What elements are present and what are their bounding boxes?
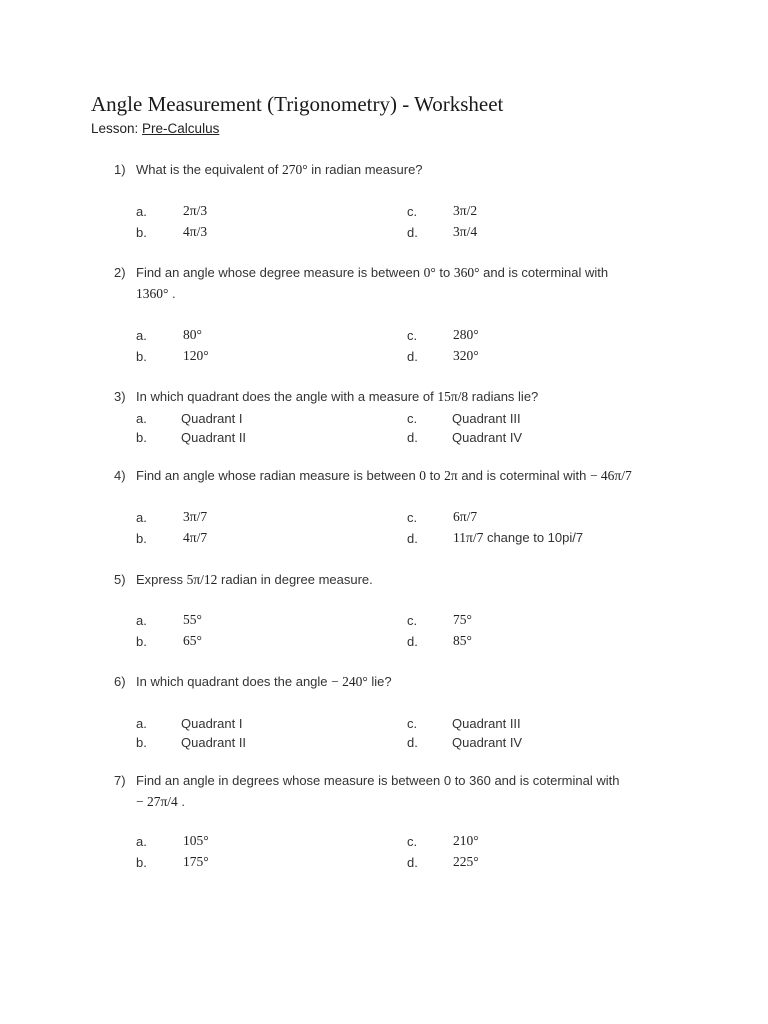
option-b-letter: b. [136, 531, 147, 546]
option-b-value: 120° [183, 348, 209, 363]
option-d-letter: d. [407, 225, 418, 240]
option-a-letter: a. [136, 328, 147, 343]
option-d-letter: d. [407, 855, 418, 870]
option-b-letter: b. [136, 225, 147, 240]
option-b-letter: b. [136, 430, 147, 445]
option-a-value: 80° [183, 327, 202, 342]
math-expression: 0° [423, 265, 436, 280]
option-d-value: 225° [453, 854, 479, 869]
option-b-value: Quadrant II [181, 430, 247, 445]
question-text-continued: − 27π/4 . [136, 794, 186, 809]
question-number: 5) [114, 572, 126, 587]
math-expression: − 27π/4 [136, 794, 178, 809]
option-d-value: Quadrant IV [452, 430, 523, 445]
option-d-letter: d. [407, 531, 418, 546]
math-expression: 270° [281, 162, 308, 177]
option-a-letter: a. [136, 510, 147, 525]
option-d-value: 3π/4 [453, 224, 478, 239]
option-a-value: 2π/3 [183, 203, 208, 218]
question-text: Express 5π/12 radian in degree measure. [136, 572, 373, 587]
option-c-letter: c. [407, 716, 418, 731]
option-a-value: Quadrant I [181, 716, 243, 731]
option-c-value: 6π/7 [453, 509, 478, 524]
question-number: 1) [114, 162, 126, 177]
option-b-value: 175° [183, 854, 209, 869]
option-d-letter: d. [407, 349, 418, 364]
worksheet-title: Angle Measurement (Trigonometry) - Worksheet [91, 92, 504, 116]
option-c-value: 210° [453, 833, 479, 848]
question-text: Find an angle whose radian measure is between 0 to 2π and is coterminal with − 46π/7 [136, 468, 632, 483]
option-a-value: 55° [183, 612, 202, 627]
option-c-letter: c. [407, 510, 418, 525]
option-b-letter: b. [136, 735, 147, 750]
question-number: 2) [114, 265, 126, 280]
question-number: 3) [114, 389, 126, 404]
question-text: Find an angle in degrees whose measure is between 0 to 360 and is coterminal with [136, 773, 620, 788]
math-expression: 5π/12 [186, 572, 218, 587]
lesson-value: Pre-Calculus [142, 121, 220, 136]
option-c-letter: c. [407, 328, 418, 343]
math-expression: 360° [453, 265, 480, 280]
option-a-value: 105° [183, 833, 209, 848]
math-expression: − 240° [331, 674, 368, 689]
option-b-letter: b. [136, 634, 147, 649]
question-text: What is the equivalent of 270° in radian measure? [136, 162, 423, 177]
correction-note: change to 10pi/7 [483, 530, 584, 545]
option-c-value: Quadrant III [452, 716, 521, 731]
math-expression: 1360° [136, 286, 169, 301]
option-b-value: 4π/7 [183, 530, 208, 545]
math-expression: − 46π/7 [589, 468, 632, 483]
math-expression: 2π [444, 468, 458, 483]
option-b-letter: b. [136, 349, 147, 364]
math-expression: 11π/7 [453, 530, 484, 545]
option-d-letter: d. [407, 634, 418, 649]
option-a-letter: a. [136, 834, 147, 849]
option-d-value [453, 530, 583, 546]
option-c-letter: c. [407, 613, 418, 628]
lesson-line [91, 121, 219, 136]
math-expression: 15π/8 [437, 389, 469, 404]
option-b-letter: b. [136, 855, 147, 870]
option-a-letter: a. [136, 204, 147, 219]
option-b-value: 65° [183, 633, 202, 648]
option-d-letter: d. [407, 430, 418, 445]
question-number: 6) [114, 674, 126, 689]
option-d-value: Quadrant IV [452, 735, 523, 750]
question-number: 4) [114, 468, 126, 483]
option-c-value: 280° [453, 327, 479, 342]
question-text: In which quadrant does the angle with a measure of 15π/8 radians lie? [136, 389, 539, 404]
option-c-letter: c. [407, 411, 418, 426]
question-text: Find an angle whose degree measure is between 0° to 360° and is coterminal with [136, 265, 609, 280]
option-d-value: 320° [453, 348, 479, 363]
option-d-letter: d. [407, 735, 418, 750]
option-b-value: Quadrant II [181, 735, 247, 750]
option-b-value: 4π/3 [183, 224, 208, 239]
question-text-continued: 1360° . [136, 286, 176, 301]
option-a-letter: a. [136, 716, 147, 731]
option-a-letter: a. [136, 411, 147, 426]
option-c-value: 3π/2 [453, 203, 478, 218]
math-expression: 0 [419, 468, 427, 483]
lesson-label: Lesson: [91, 121, 143, 136]
option-a-value: Quadrant I [181, 411, 243, 426]
question-number: 7) [114, 773, 126, 788]
option-d-value: 85° [453, 633, 472, 648]
option-c-value: 75° [453, 612, 472, 627]
question-text: In which quadrant does the angle − 240° lie? [136, 674, 392, 689]
option-c-letter: c. [407, 204, 418, 219]
option-c-value: Quadrant III [452, 411, 521, 426]
option-c-letter: c. [407, 834, 418, 849]
option-a-letter: a. [136, 613, 147, 628]
option-a-value: 3π/7 [183, 509, 208, 524]
